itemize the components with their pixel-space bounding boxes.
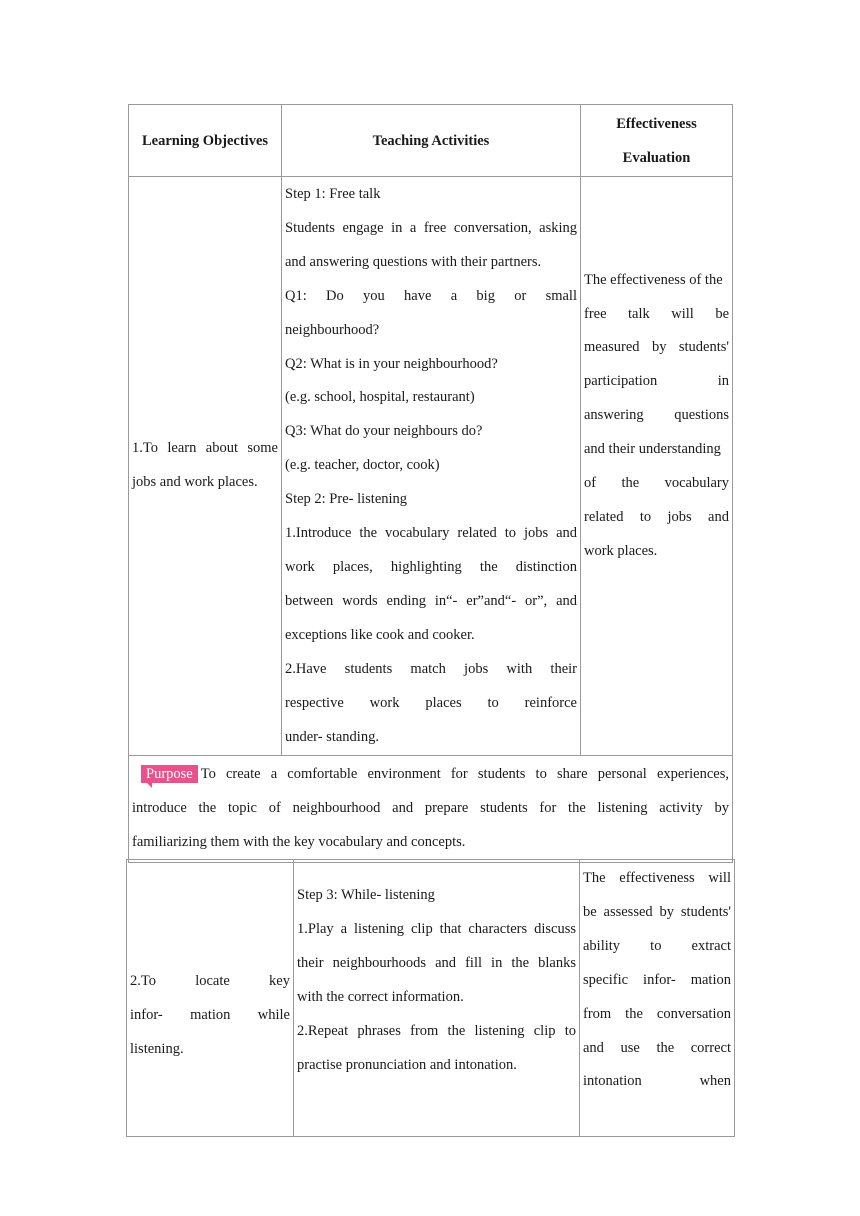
activity-line: Q1: Do you have a big or small bbox=[285, 287, 577, 304]
evaluation-line: work places. bbox=[584, 542, 658, 559]
activity-line: respective work places to reinforce bbox=[285, 694, 577, 711]
activity-line: Students engage in a free conversation, asking bbox=[285, 219, 577, 236]
header-learning-objectives: Learning Objectives bbox=[129, 105, 282, 177]
objective-line: listening. bbox=[130, 1040, 184, 1057]
header-teaching-activities: Teaching Activities bbox=[282, 105, 581, 177]
purpose-tag: Purpose bbox=[141, 765, 198, 783]
evaluation-line: ability to extract bbox=[583, 937, 731, 954]
activity-line: work places, highlighting the distinction bbox=[285, 558, 577, 575]
activity-line: Q2: What is in your neighbourhood? bbox=[285, 355, 498, 372]
activity-line: Q3: What do your neighbours do? bbox=[285, 423, 483, 440]
header-effectiveness-evaluation bbox=[581, 105, 733, 177]
table-header-row bbox=[129, 105, 733, 177]
activities-cell bbox=[282, 177, 581, 756]
purpose-line-text: To create a comfortable environment for students to share personal experiences, bbox=[200, 766, 729, 783]
evaluation-line: related to jobs and bbox=[584, 508, 729, 525]
purpose-line: familiarizing them with the key vocabulary and concepts. bbox=[132, 834, 466, 851]
table-row bbox=[127, 860, 735, 1137]
activity-line: 1.Introduce the vocabulary related to jobs and bbox=[285, 525, 577, 542]
purpose-text bbox=[132, 758, 729, 860]
activity-line: 2.Repeat phrases from the listening clip to bbox=[297, 1022, 576, 1039]
activity-line: with the correct information. bbox=[297, 988, 464, 1005]
objective-line: infor- mation while bbox=[130, 1007, 290, 1024]
evaluation-cell bbox=[580, 860, 735, 1137]
activity-line: (e.g. teacher, doctor, cook) bbox=[285, 457, 440, 474]
evaluation-line: be assessed by students' bbox=[583, 903, 731, 920]
activity-line: their neighbourhoods and fill in the blanks bbox=[297, 954, 576, 971]
objective-line: 2.To locate key bbox=[130, 973, 290, 990]
evaluation-line: answering questions bbox=[584, 407, 729, 424]
evaluation-line: The effectiveness will bbox=[583, 870, 731, 886]
activity-line: exceptions like cook and cooker. bbox=[285, 626, 475, 643]
activity-line: 1.Play a listening clip that characters discuss bbox=[297, 920, 576, 937]
lesson-plan-table-continued bbox=[126, 859, 735, 1137]
header-evaluation-line: Effectiveness bbox=[616, 115, 697, 132]
purpose-line bbox=[132, 758, 729, 792]
table-row bbox=[129, 177, 733, 756]
header-evaluation-line: Evaluation bbox=[622, 149, 691, 166]
evaluation-line: free talk will be bbox=[584, 305, 729, 322]
purpose-line: introduce the topic of neighbourhood and prepare students for the listening activity by bbox=[132, 800, 729, 817]
evaluation-line: intonation when bbox=[583, 1073, 731, 1090]
objective-line: 1.To learn about some bbox=[132, 440, 278, 457]
objective-cell bbox=[127, 860, 294, 1137]
activity-line: under- standing. bbox=[285, 728, 379, 745]
activity-line: (e.g. school, hospital, restaurant) bbox=[285, 389, 475, 406]
purpose-cell bbox=[129, 756, 733, 863]
evaluation-line: measured by students' bbox=[584, 339, 729, 356]
activity-line: 2.Have students match jobs with their bbox=[285, 660, 577, 677]
evaluation-line: of the vocabulary bbox=[584, 475, 729, 492]
activity-line: and answering questions with their partners. bbox=[285, 253, 542, 270]
activity-line: practise pronunciation and intonation. bbox=[297, 1056, 517, 1073]
evaluation-line: specific infor- mation bbox=[583, 971, 731, 988]
activity-line: Step 2: Pre- listening bbox=[285, 491, 408, 508]
evaluation-line: participation in bbox=[584, 373, 729, 390]
evaluation-line: The effectiveness of the bbox=[584, 271, 723, 288]
objective-cell bbox=[129, 177, 282, 756]
evaluation-cell bbox=[581, 177, 733, 756]
evaluation-line: and use the correct bbox=[583, 1039, 731, 1056]
lesson-plan-table bbox=[128, 104, 733, 863]
activity-line: neighbourhood? bbox=[285, 321, 380, 338]
activity-line: between words ending in“- er”and“- or”, and bbox=[285, 592, 577, 609]
evaluation-line: and their understanding bbox=[584, 441, 721, 458]
purpose-row bbox=[129, 756, 733, 863]
objective-line: jobs and work places. bbox=[132, 474, 258, 491]
activity-line: Step 1: Free talk bbox=[285, 186, 381, 202]
evaluation-line: from the conversation bbox=[583, 1005, 731, 1022]
activity-line: Step 3: While- listening bbox=[297, 887, 435, 903]
activities-cell bbox=[294, 860, 580, 1137]
